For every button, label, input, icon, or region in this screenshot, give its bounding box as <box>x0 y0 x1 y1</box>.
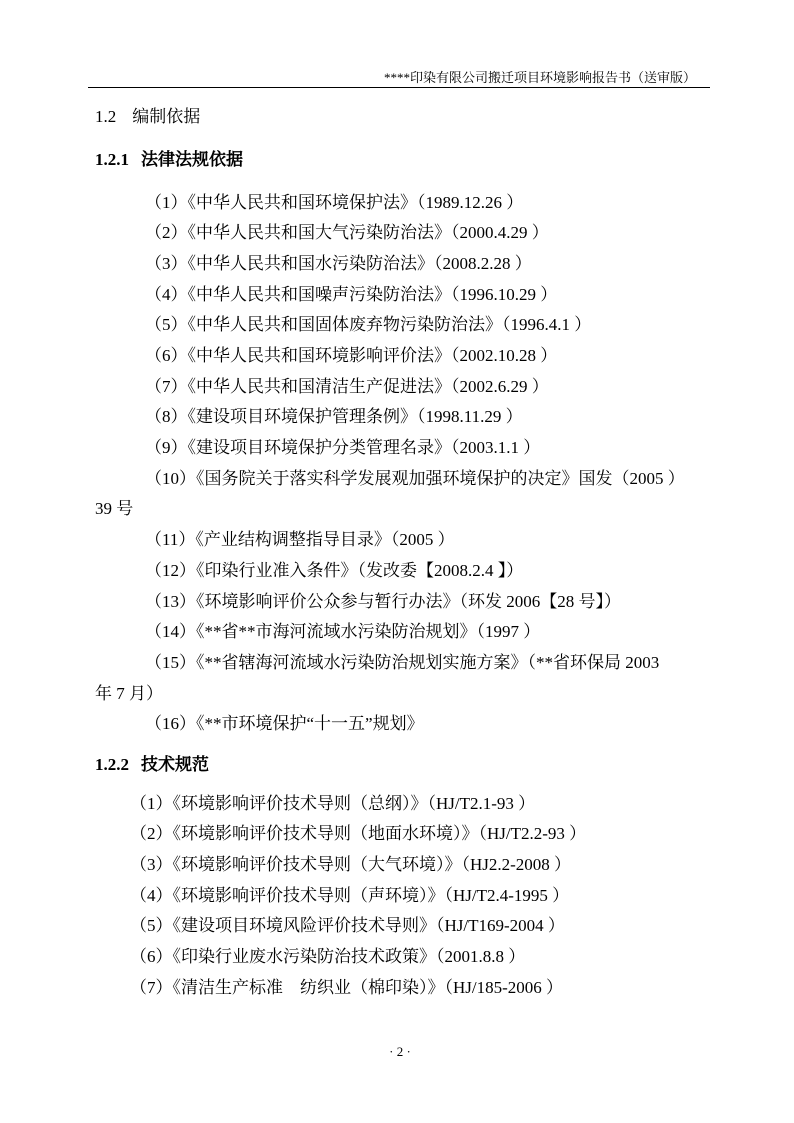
subsection-number: 1.2.1 <box>95 150 129 169</box>
tech-item: （5）《建设项目环境风险评价技术导则》（HJ/T169-2004 ） <box>130 916 565 936</box>
section-heading <box>95 107 200 127</box>
laws-list <box>95 188 715 740</box>
header-rule <box>88 87 710 88</box>
subsection-title: 技术规范 <box>141 755 209 774</box>
running-header-title: ****印染有限公司搬迁项目环境影响报告书（送审版） <box>383 70 696 85</box>
tech-item: （1）《环境影响评价技术导则（总纲）》（HJ/T2.1-93 ） <box>130 793 536 813</box>
tech-item: （4）《环境影响评价技术导则（声环境）》（HJ/T2.4-1995 ） <box>130 885 570 905</box>
law-item: （14）《**省**市海河流域水污染防治规划》（1997 ） <box>145 622 541 642</box>
section-title: 编制依据 <box>132 107 201 126</box>
tech-list <box>95 789 715 1004</box>
law-item: （5）《中华人民共和国固体废弃物污染防治法》（1996.4.1 ） <box>145 315 592 335</box>
tech-item: （2）《环境影响评价技术导则（地面水环境）》（HJ/T2.2-93 ） <box>130 824 587 844</box>
subsection-number: 1.2.2 <box>95 755 129 774</box>
law-item: （1）《中华人民共和国环境保护法》（1989.12.26 ） <box>145 192 524 212</box>
law-item: （9）《建设项目环境保护分类管理名录》（2003.1.1 ） <box>145 438 541 458</box>
subsection-heading-laws <box>95 150 243 170</box>
subsection-heading-tech <box>95 755 209 775</box>
law-item-continuation: 年 7 月） <box>95 683 163 703</box>
law-item: （7）《中华人民共和国清洁生产促进法》（2002.6.29 ） <box>145 376 549 396</box>
page-number: · 2 · <box>389 1044 411 1059</box>
law-item-continuation: 39 号 <box>95 499 134 519</box>
law-item: （2）《中华人民共和国大气污染防治法》（2000.4.29 ） <box>145 223 549 243</box>
law-item: （8）《建设项目环境保护管理条例》（1998.11.29 ） <box>145 407 523 427</box>
law-item: （4）《中华人民共和国噪声污染防治法》（1996.10.29 ） <box>145 284 558 304</box>
law-item: （3）《中华人民共和国水污染防治法》（2008.2.28 ） <box>145 253 532 273</box>
law-item: （13）《环境影响评价公众参与暂行办法》（环发 2006【28 号】） <box>145 591 621 611</box>
law-item: （16）《**市环境保护“十一五”规划》 <box>145 714 424 734</box>
law-item: （11）《产业结构调整指导目录》（2005 ） <box>145 530 455 550</box>
law-item: （6）《中华人民共和国环境影响评价法》（2002.10.28 ） <box>145 346 558 366</box>
section-number: 1.2 <box>95 107 117 126</box>
law-item: （10）《国务院关于落实科学发展观加强环境保护的决定》国发（2005 ） <box>145 468 685 488</box>
tech-item: （7）《清洁生产标准 纺织业（棉印染）》（HJ/185-2006 ） <box>130 977 564 997</box>
subsection-title: 法律法规依据 <box>141 150 243 169</box>
tech-item: （3）《环境影响评价技术导则（大气环境）》（HJ2.2-2008 ） <box>130 855 572 875</box>
law-item: （15）《**省辖海河流域水污染防治规划实施方案》（**省环保局 2003 <box>145 652 660 672</box>
tech-item: （6）《印染行业废水污染防治技术政策》（2001.8.8 ） <box>130 947 526 967</box>
law-item: （12）《印染行业准入条件》（发改委【2008.2.4 】） <box>145 560 524 580</box>
